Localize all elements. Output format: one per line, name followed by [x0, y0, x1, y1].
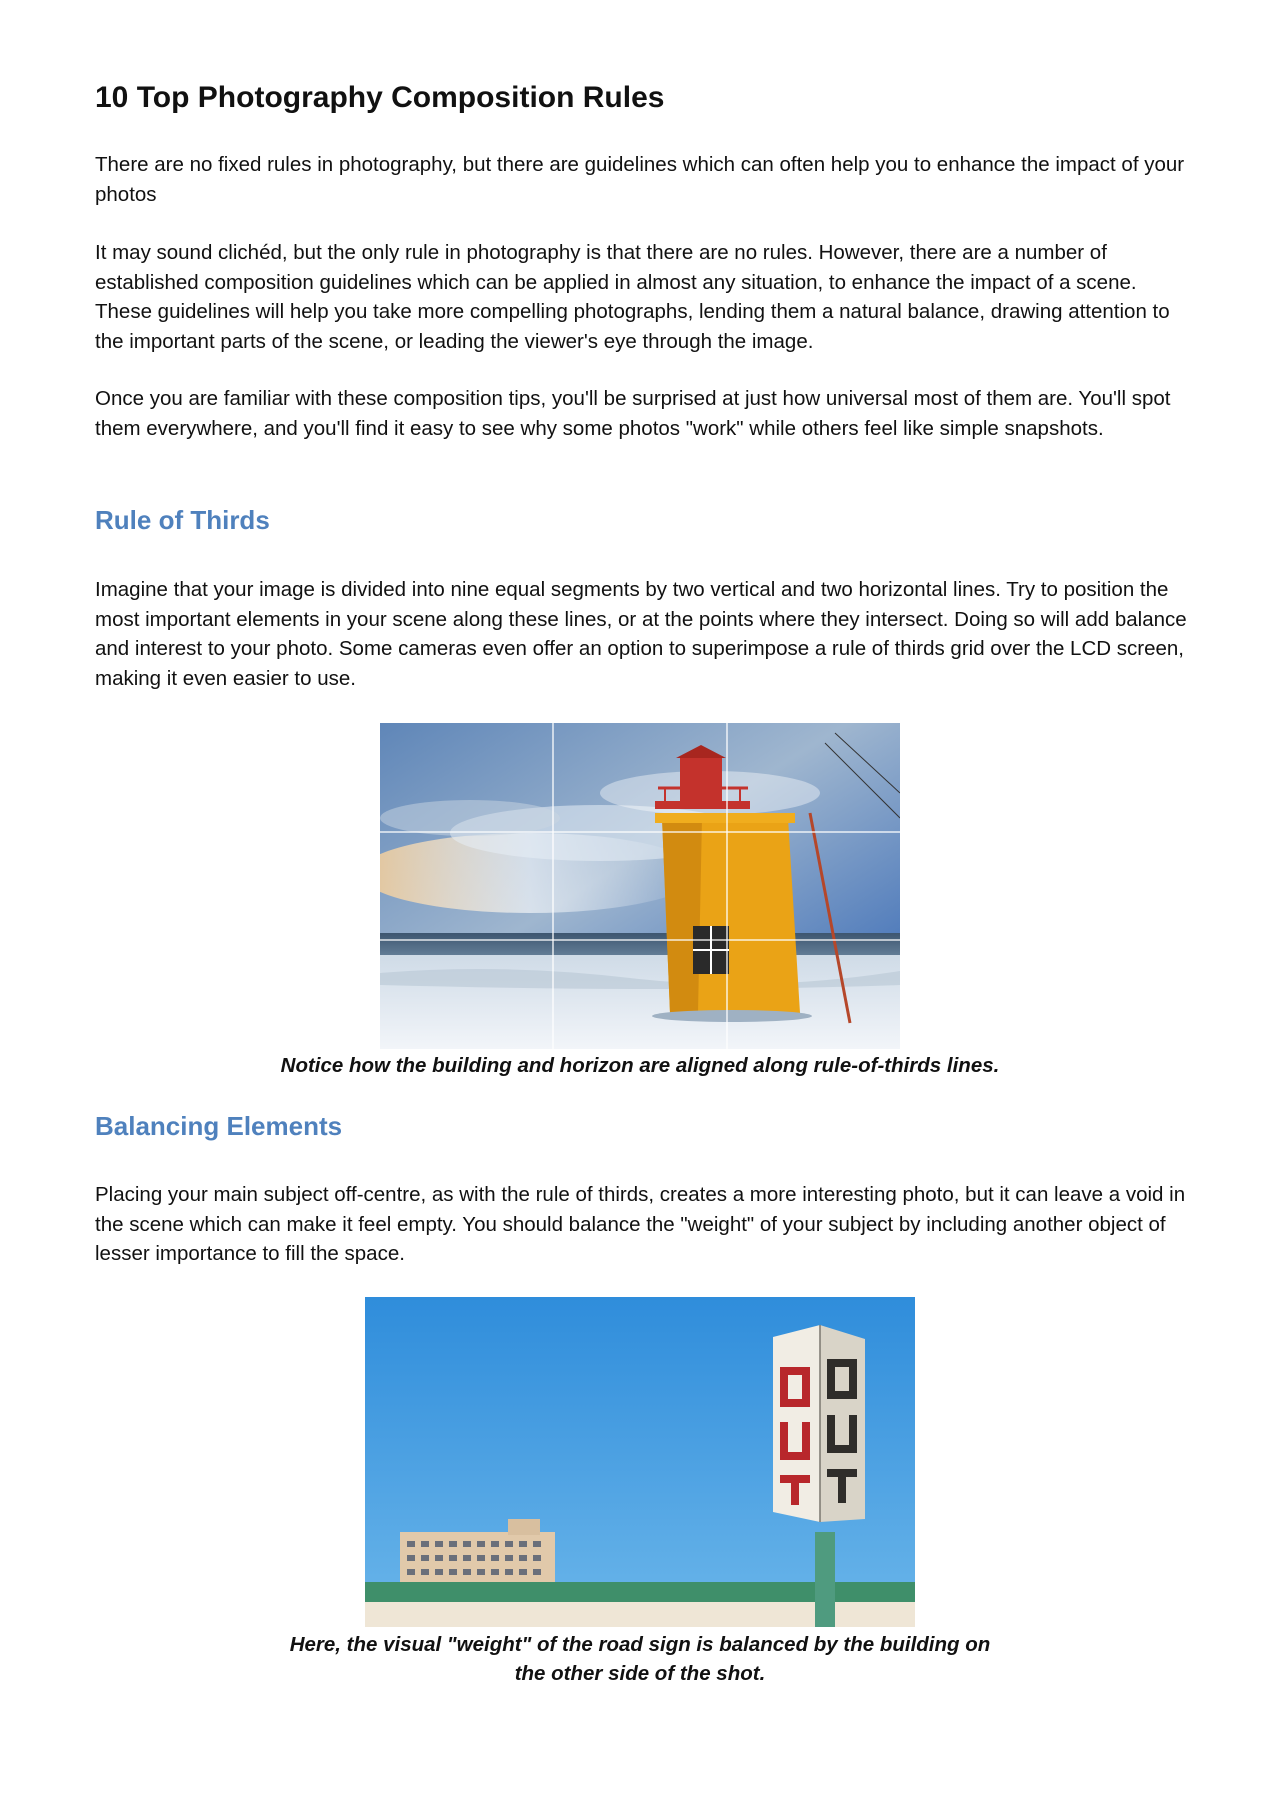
intro-paragraph-2: It may sound clichéd, but the only rule in photography is that there are no rules. However, there are a number of established composition guidelines which can be applied in almost any situation, to enhance the impact of a scene. These guidelines will help you take more compelling photographs, lending them a natural balance, drawing attention to the important parts of the scene, or leading the viewer's eye through the image. [95, 241, 1170, 353]
road-sign-caption-line-1: Here, the visual "weight" of the road sign is balanced by the building on [289, 1633, 991, 1656]
intro-paragraph-3: Once you are familiar with these composition tips, you'll be surprised at just how universal most of them are. You'll spot them everywhere, and you'll find it easy to see why some photos "work" while others feel like simple snapshots. [95, 387, 1171, 440]
section-heading-rule-of-thirds: Rule of Thirds [95, 505, 270, 535]
rule-of-thirds-paragraph: Imagine that your image is divided into nine equal segments by two vertical and two horizontal lines. Try to position the most important elements in your scene along these lines, or at the points where they intersect. Doing so will add balance and interest to your photo. Some cameras even offer an option to superimpose a rule of thirds grid over the LCD screen, making it even easier to use. [95, 578, 1187, 690]
lighthouse-caption: Notice how the building and horizon are aligned along rule-of-thirds lines. [280, 1054, 1000, 1077]
intro-paragraph-1: There are no fixed rules in photography, but there are guidelines which can often help you to enhance the impact of your photos [95, 153, 1185, 206]
page-title: 10 Top Photography Composition Rules [95, 81, 665, 114]
road-sign-caption-line-2: the other side of the shot. [514, 1662, 766, 1685]
road-sign-and-building-photo [365, 1297, 915, 1627]
lighthouse-rule-of-thirds-photo [380, 723, 900, 1049]
balancing-elements-paragraph: Placing your main subject off-centre, as with the rule of thirds, creates a more interesting photo, but it can leave a void in the scene which can make it feel empty. You should balance the "weight" of your subject by including another object of lesser importance to fill the space. [95, 1183, 1186, 1265]
section-heading-balancing-elements: Balancing Elements [95, 1111, 343, 1141]
